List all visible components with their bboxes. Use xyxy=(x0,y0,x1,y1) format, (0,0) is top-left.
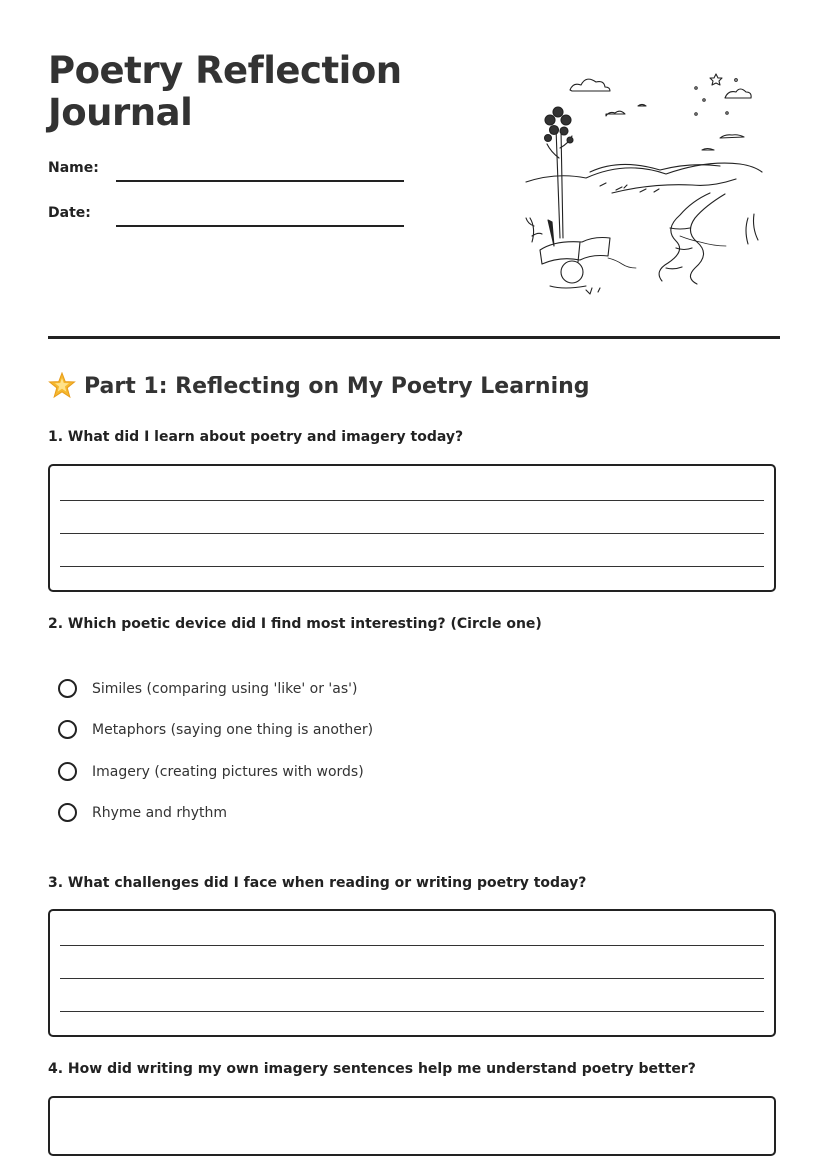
option-metaphors[interactable] xyxy=(58,720,373,739)
name-field[interactable] xyxy=(116,180,404,182)
answer-box-4[interactable] xyxy=(48,1096,776,1156)
title-line-2: Journal xyxy=(48,91,193,134)
date-label: Date: xyxy=(48,205,91,221)
option-label: Rhyme and rhythm xyxy=(92,804,228,821)
option-rhyme[interactable] xyxy=(58,803,227,822)
part1-heading xyxy=(48,372,590,400)
option-similes[interactable] xyxy=(58,679,357,698)
answer-box-3[interactable] xyxy=(48,909,776,1037)
question-1: 1. What did I learn about poetry and imagery today? xyxy=(48,429,464,445)
radio-circle[interactable] xyxy=(58,762,77,781)
writing-line xyxy=(60,945,764,946)
writing-line xyxy=(60,533,764,534)
question-2: 2. Which poetic device did I find most interesting? (Circle one) xyxy=(48,616,542,632)
question-3: 3. What challenges did I face when reading or writing poetry today? xyxy=(48,875,587,891)
section-divider xyxy=(48,336,780,339)
name-label: Name: xyxy=(48,160,99,176)
date-field[interactable] xyxy=(116,225,404,227)
option-label: Metaphors (saying one thing is another) xyxy=(92,721,374,738)
part1-heading-text: Part 1: Reflecting on My Poetry Learning xyxy=(84,373,590,399)
option-label: Imagery (creating pictures with words) xyxy=(92,763,364,780)
radio-circle[interactable] xyxy=(58,720,77,739)
writing-line xyxy=(60,978,764,979)
page-title xyxy=(48,50,448,134)
question-4: 4. How did writing my own imagery sentences help me understand poetry better? xyxy=(48,1061,696,1077)
option-imagery[interactable] xyxy=(58,762,364,781)
option-label: Similes (comparing using 'like' or 'as') xyxy=(92,680,358,697)
writing-line xyxy=(60,1011,764,1012)
star-icon xyxy=(48,372,76,400)
writing-line xyxy=(60,566,764,567)
answer-box-1[interactable] xyxy=(48,464,776,592)
radio-circle[interactable] xyxy=(58,803,77,822)
landscape-sketch-icon xyxy=(520,68,770,303)
title-line-1: Poetry Reflection xyxy=(48,49,402,92)
radio-circle[interactable] xyxy=(58,679,77,698)
writing-line xyxy=(60,500,764,501)
